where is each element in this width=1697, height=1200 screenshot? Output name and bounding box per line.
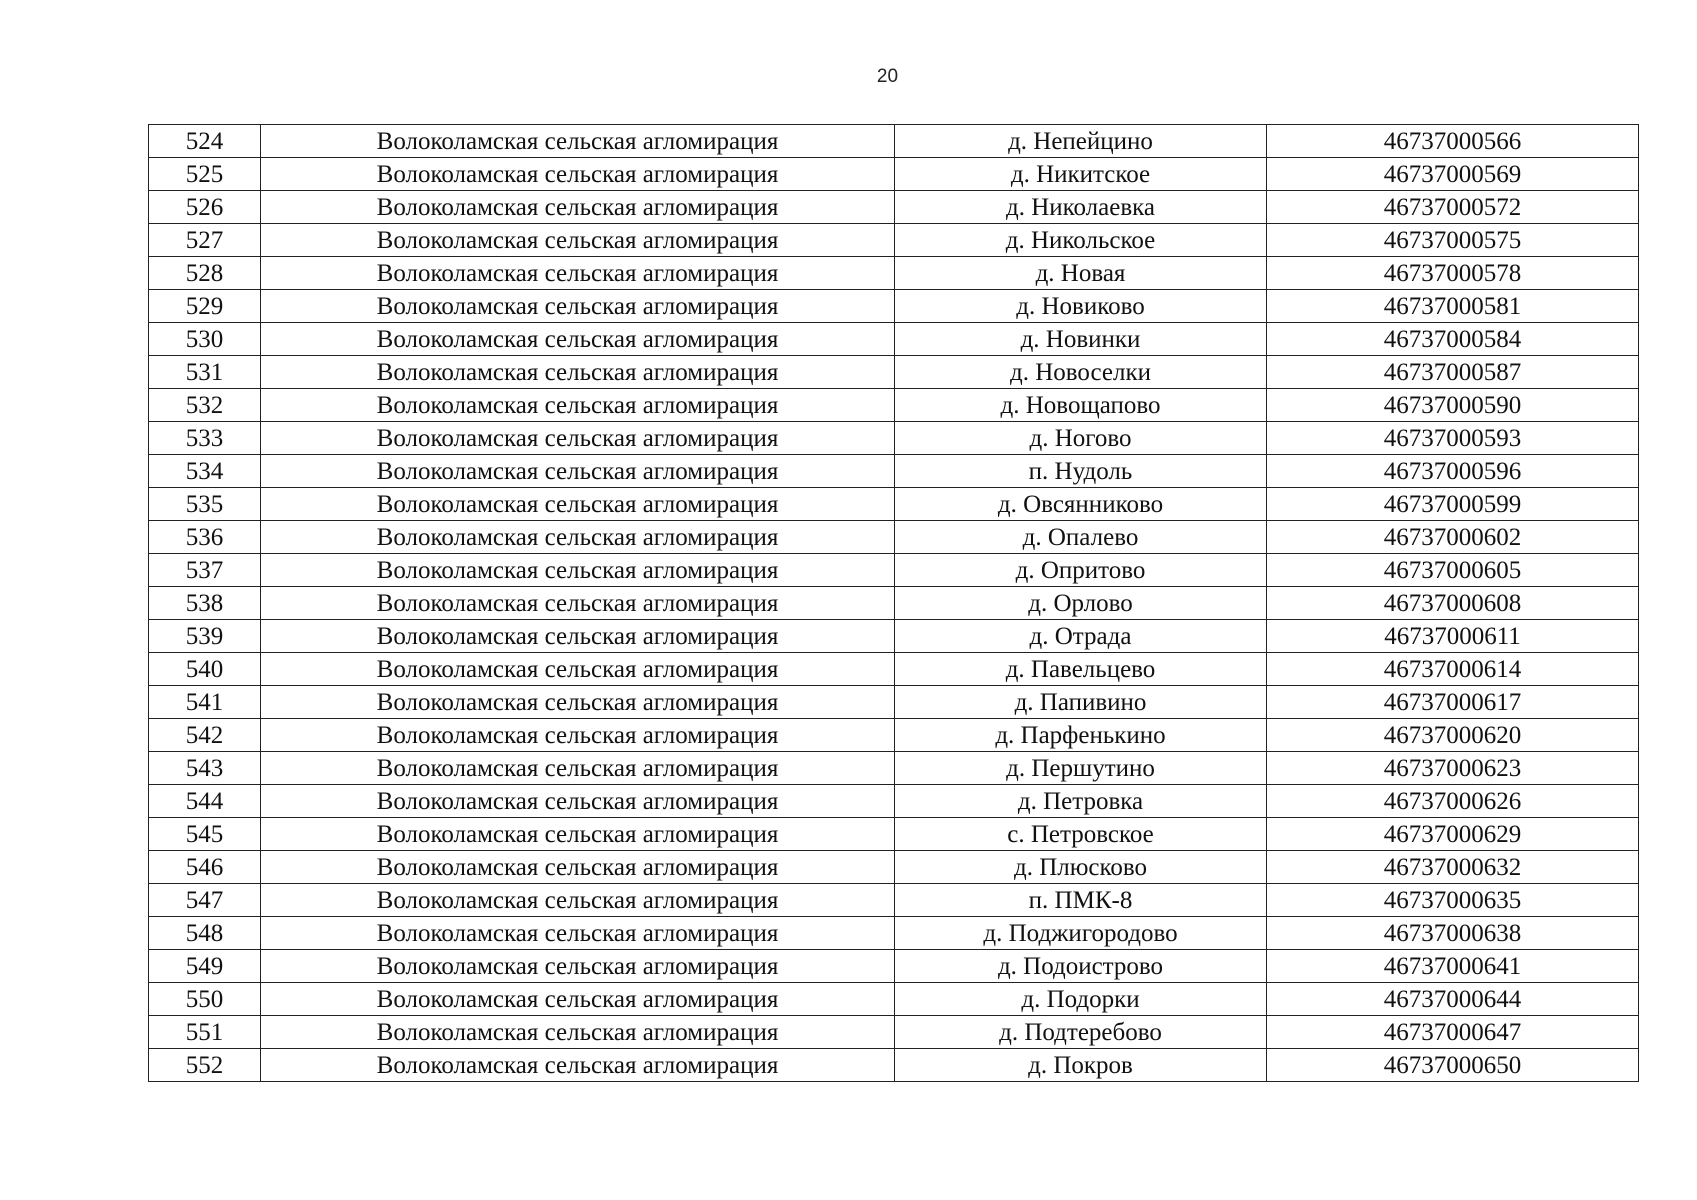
agglomeration-cell: Волоколамская сельская агломирация (261, 389, 895, 422)
agglomeration-cell: Волоколамская сельская агломирация (261, 686, 895, 719)
row-number-cell: 542 (149, 719, 261, 752)
table-row (149, 224, 1639, 257)
table-row (149, 587, 1639, 620)
row-number-cell: 531 (149, 356, 261, 389)
row-number-cell: 534 (149, 455, 261, 488)
oktmo-code-cell: 46737000626 (1267, 785, 1639, 818)
settlement-cell: д. Поджигородово (895, 917, 1267, 950)
row-number-cell: 530 (149, 323, 261, 356)
table-row (149, 620, 1639, 653)
settlement-cell: д. Новоселки (895, 356, 1267, 389)
oktmo-code-cell: 46737000641 (1267, 950, 1639, 983)
settlement-cell: д. Николаевка (895, 191, 1267, 224)
settlement-cell: д. Папивино (895, 686, 1267, 719)
table-row (149, 884, 1639, 917)
agglomeration-cell: Волоколамская сельская агломирация (261, 620, 895, 653)
row-number-cell: 529 (149, 290, 261, 323)
table-row (149, 356, 1639, 389)
table-row (149, 422, 1639, 455)
agglomeration-cell: Волоколамская сельская агломирация (261, 719, 895, 752)
oktmo-code-cell: 46737000632 (1267, 851, 1639, 884)
row-number-cell: 524 (149, 125, 261, 158)
oktmo-code-cell: 46737000620 (1267, 719, 1639, 752)
table-row (149, 983, 1639, 1016)
row-number-cell: 545 (149, 818, 261, 851)
table-row (149, 125, 1639, 158)
row-number-cell: 548 (149, 917, 261, 950)
settlement-cell: д. Першутино (895, 752, 1267, 785)
table-row (149, 818, 1639, 851)
settlement-cell: с. Петровское (895, 818, 1267, 851)
oktmo-code-cell: 46737000578 (1267, 257, 1639, 290)
settlement-cell: д. Павельцево (895, 653, 1267, 686)
agglomeration-cell: Волоколамская сельская агломирация (261, 257, 895, 290)
agglomeration-cell: Волоколамская сельская агломирация (261, 587, 895, 620)
oktmo-code-cell: 46737000581 (1267, 290, 1639, 323)
table-row (149, 719, 1639, 752)
settlement-cell: д. Опалево (895, 521, 1267, 554)
settlement-cell: д. Опритово (895, 554, 1267, 587)
oktmo-code-cell: 46737000608 (1267, 587, 1639, 620)
settlement-cell: д. Новощапово (895, 389, 1267, 422)
agglomeration-cell: Волоколамская сельская агломирация (261, 851, 895, 884)
settlement-cell: д. Овсянниково (895, 488, 1267, 521)
table-body (149, 125, 1639, 1082)
oktmo-code-cell: 46737000614 (1267, 653, 1639, 686)
settlements-table (148, 124, 1639, 1082)
table-row (149, 455, 1639, 488)
oktmo-code-cell: 46737000593 (1267, 422, 1639, 455)
settlement-cell: д. Непейцино (895, 125, 1267, 158)
row-number-cell: 536 (149, 521, 261, 554)
agglomeration-cell: Волоколамская сельская агломирация (261, 917, 895, 950)
table-row (149, 1016, 1639, 1049)
agglomeration-cell: Волоколамская сельская агломирация (261, 290, 895, 323)
settlement-cell: д. Ногово (895, 422, 1267, 455)
agglomeration-cell: Волоколамская сельская агломирация (261, 488, 895, 521)
row-number-cell: 541 (149, 686, 261, 719)
settlement-cell: д. Новиково (895, 290, 1267, 323)
table-row (149, 785, 1639, 818)
settlement-cell: д. Подоистрово (895, 950, 1267, 983)
oktmo-code-cell: 46737000635 (1267, 884, 1639, 917)
table-row (149, 686, 1639, 719)
settlement-cell: п. Нудоль (895, 455, 1267, 488)
row-number-cell: 525 (149, 158, 261, 191)
agglomeration-cell: Волоколамская сельская агломирация (261, 752, 895, 785)
oktmo-code-cell: 46737000566 (1267, 125, 1639, 158)
settlement-cell: д. Парфенькино (895, 719, 1267, 752)
settlement-cell: д. Плюсково (895, 851, 1267, 884)
settlement-cell: д. Новинки (895, 323, 1267, 356)
row-number-cell: 546 (149, 851, 261, 884)
table-row (149, 653, 1639, 686)
oktmo-code-cell: 46737000611 (1267, 620, 1639, 653)
table-row (149, 950, 1639, 983)
table-row (149, 752, 1639, 785)
settlement-cell: д. Орлово (895, 587, 1267, 620)
row-number-cell: 544 (149, 785, 261, 818)
row-number-cell: 533 (149, 422, 261, 455)
oktmo-code-cell: 46737000596 (1267, 455, 1639, 488)
table-row (149, 1049, 1639, 1082)
agglomeration-cell: Волоколамская сельская агломирация (261, 884, 895, 917)
table-row (149, 191, 1639, 224)
settlement-cell: д. Петровка (895, 785, 1267, 818)
settlement-cell: д. Никитское (895, 158, 1267, 191)
oktmo-code-cell: 46737000647 (1267, 1016, 1639, 1049)
row-number-cell: 549 (149, 950, 261, 983)
settlement-cell: д. Новая (895, 257, 1267, 290)
agglomeration-cell: Волоколамская сельская агломирация (261, 950, 895, 983)
row-number-cell: 540 (149, 653, 261, 686)
agglomeration-cell: Волоколамская сельская агломирация (261, 554, 895, 587)
table-row (149, 917, 1639, 950)
oktmo-code-cell: 46737000644 (1267, 983, 1639, 1016)
oktmo-code-cell: 46737000602 (1267, 521, 1639, 554)
oktmo-code-cell: 46737000590 (1267, 389, 1639, 422)
table-row (149, 554, 1639, 587)
agglomeration-cell: Волоколамская сельская агломирация (261, 125, 895, 158)
agglomeration-cell: Волоколамская сельская агломирация (261, 422, 895, 455)
row-number-cell: 543 (149, 752, 261, 785)
table-row (149, 521, 1639, 554)
row-number-cell: 550 (149, 983, 261, 1016)
agglomeration-cell: Волоколамская сельская агломирация (261, 158, 895, 191)
agglomeration-cell: Волоколамская сельская агломирация (261, 191, 895, 224)
row-number-cell: 528 (149, 257, 261, 290)
row-number-cell: 526 (149, 191, 261, 224)
row-number-cell: 551 (149, 1016, 261, 1049)
settlement-cell: п. ПМК-8 (895, 884, 1267, 917)
agglomeration-cell: Волоколамская сельская агломирация (261, 224, 895, 257)
table-row (149, 257, 1639, 290)
oktmo-code-cell: 46737000623 (1267, 752, 1639, 785)
agglomeration-cell: Волоколамская сельская агломирация (261, 323, 895, 356)
settlement-cell: д. Отрада (895, 620, 1267, 653)
oktmo-code-cell: 46737000584 (1267, 323, 1639, 356)
oktmo-code-cell: 46737000650 (1267, 1049, 1639, 1082)
agglomeration-cell: Волоколамская сельская агломирация (261, 983, 895, 1016)
oktmo-code-cell: 46737000572 (1267, 191, 1639, 224)
row-number-cell: 535 (149, 488, 261, 521)
row-number-cell: 552 (149, 1049, 261, 1082)
row-number-cell: 538 (149, 587, 261, 620)
row-number-cell: 537 (149, 554, 261, 587)
settlement-cell: д. Покров (895, 1049, 1267, 1082)
agglomeration-cell: Волоколамская сельская агломирация (261, 356, 895, 389)
agglomeration-cell: Волоколамская сельская агломирация (261, 1049, 895, 1082)
settlement-cell: д. Подорки (895, 983, 1267, 1016)
settlement-cell: д. Подтеребово (895, 1016, 1267, 1049)
row-number-cell: 547 (149, 884, 261, 917)
agglomeration-cell: Волоколамская сельская агломирация (261, 785, 895, 818)
row-number-cell: 527 (149, 224, 261, 257)
agglomeration-cell: Волоколамская сельская агломирация (261, 818, 895, 851)
table-row (149, 488, 1639, 521)
oktmo-code-cell: 46737000587 (1267, 356, 1639, 389)
oktmo-code-cell: 46737000638 (1267, 917, 1639, 950)
table-row (149, 158, 1639, 191)
agglomeration-cell: Волоколамская сельская агломирация (261, 521, 895, 554)
oktmo-code-cell: 46737000569 (1267, 158, 1639, 191)
table-row (149, 389, 1639, 422)
row-number-cell: 532 (149, 389, 261, 422)
agglomeration-cell: Волоколамская сельская агломирация (261, 653, 895, 686)
settlement-cell: д. Никольское (895, 224, 1267, 257)
table-row (149, 290, 1639, 323)
oktmo-code-cell: 46737000617 (1267, 686, 1639, 719)
oktmo-code-cell: 46737000629 (1267, 818, 1639, 851)
row-number-cell: 539 (149, 620, 261, 653)
oktmo-code-cell: 46737000599 (1267, 488, 1639, 521)
agglomeration-cell: Волоколамская сельская агломирация (261, 455, 895, 488)
agglomeration-cell: Волоколамская сельская агломирация (261, 1016, 895, 1049)
oktmo-code-cell: 46737000605 (1267, 554, 1639, 587)
table-row (149, 851, 1639, 884)
table-row (149, 323, 1639, 356)
page-number: 20 (876, 66, 899, 87)
oktmo-code-cell: 46737000575 (1267, 224, 1639, 257)
